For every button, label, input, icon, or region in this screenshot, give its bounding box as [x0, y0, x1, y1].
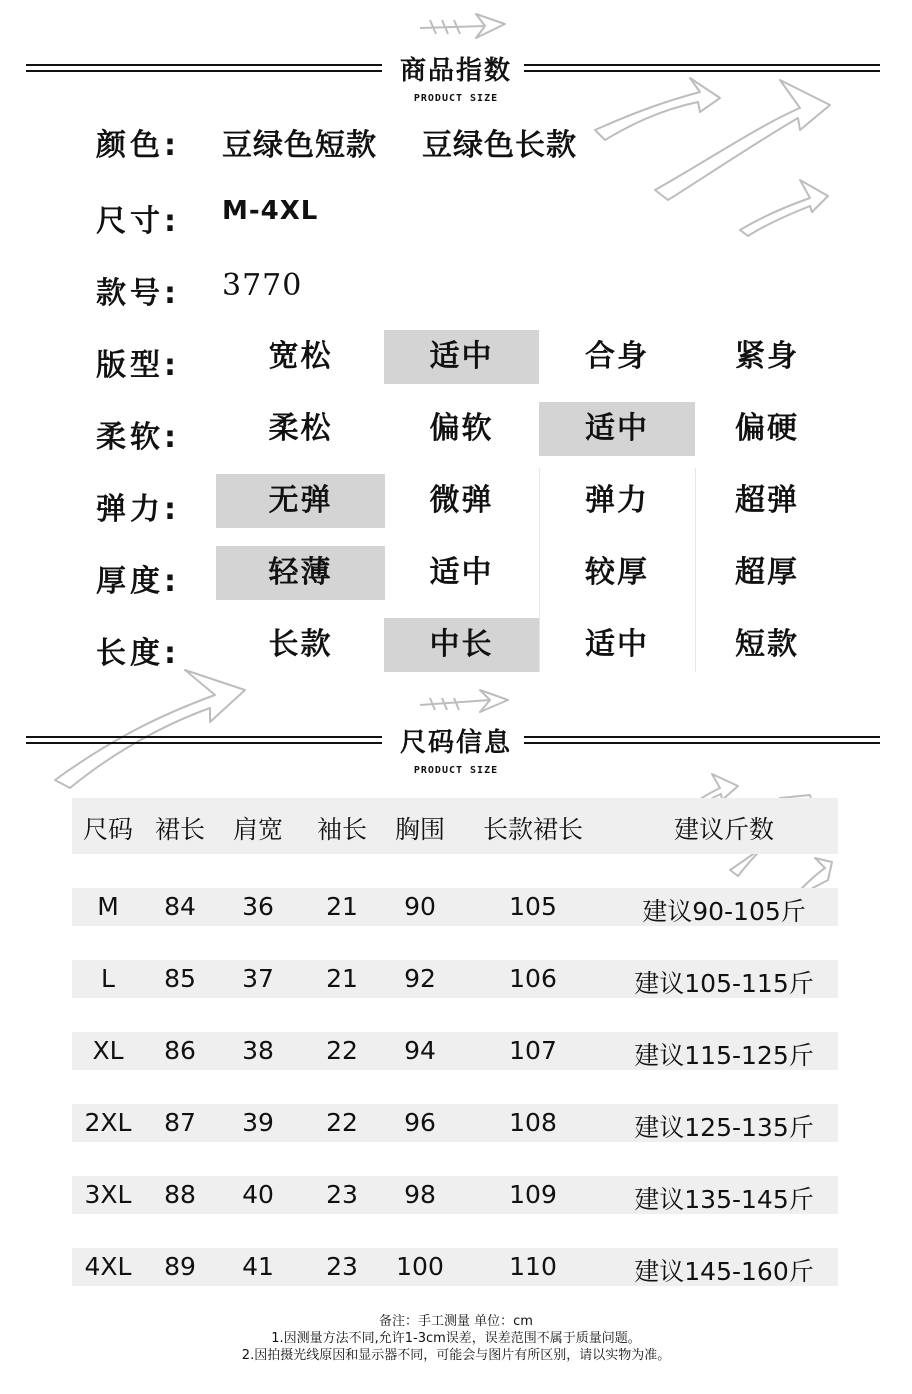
attribute-option: 宽松 — [268, 339, 333, 374]
table-row — [72, 888, 838, 926]
table-cell: 109 — [509, 1180, 557, 1209]
attribute-label: 厚度: — [96, 564, 180, 599]
attribute-option-selected: 适中 — [384, 330, 539, 384]
size-label: 尺寸: — [96, 204, 180, 239]
attribute-option-selected: 无弹 — [216, 474, 385, 528]
attribute-option: 适中 — [429, 555, 494, 590]
table-cell: 98 — [404, 1180, 436, 1209]
table-cell: 100 — [396, 1252, 444, 1281]
table-cell: 建议125-135斤 — [634, 1113, 814, 1142]
table-header-row — [72, 798, 838, 854]
table-cell: 84 — [164, 892, 196, 921]
table-cell: 40 — [242, 1180, 274, 1209]
table-cell: 21 — [326, 964, 358, 993]
table-cell: 建议90-105斤 — [642, 897, 806, 926]
table-header-cell: 建议斤数 — [673, 815, 774, 844]
table-cell: 90 — [404, 892, 436, 921]
section-title-size-info: 尺码信息 — [399, 728, 512, 758]
table-cell: 106 — [509, 964, 557, 993]
table-cell: 2XL — [84, 1108, 132, 1137]
table-cell: 86 — [164, 1036, 196, 1065]
attribute-option-selected: 适中 — [539, 402, 695, 456]
attribute-option: 超弹 — [735, 483, 799, 518]
attribute-label: 弹力: — [96, 492, 180, 527]
table-cell: 110 — [509, 1252, 557, 1281]
grid-divider — [695, 468, 696, 672]
color-value-short: 豆绿色短款 — [222, 128, 377, 163]
color-value-long: 豆绿色长款 — [422, 128, 577, 163]
table-cell: M — [97, 892, 119, 921]
table-cell: 105 — [509, 892, 557, 921]
table-row — [72, 1248, 838, 1286]
attribute-option-selected: 轻薄 — [216, 546, 385, 600]
table-row — [72, 1032, 838, 1070]
attribute-option: 偏软 — [429, 411, 494, 446]
attribute-option: 弹力 — [585, 483, 649, 518]
table-header-cell: 肩宽 — [232, 815, 283, 844]
section-subtitle-size-info: PRODUCT SIZE — [413, 765, 499, 776]
attribute-option: 柔松 — [268, 411, 333, 446]
table-header-cell: 胸围 — [394, 815, 445, 844]
table-cell: 94 — [404, 1036, 436, 1065]
note-tolerance: 1.因测量方法不同,允许1-3cm误差，误差范围不属于质量问题。 — [271, 1331, 641, 1346]
table-header-cell: 尺码 — [82, 815, 133, 844]
attribute-option: 超厚 — [735, 555, 799, 590]
table-cell: 108 — [509, 1108, 557, 1137]
table-cell: 建议115-125斤 — [634, 1041, 814, 1070]
table-header-cell: 长款裙长 — [482, 815, 583, 844]
table-row — [72, 1104, 838, 1142]
attribute-label: 柔软: — [96, 420, 180, 455]
attribute-option: 合身 — [585, 339, 649, 374]
table-cell: 建议105-115斤 — [634, 969, 814, 998]
table-cell: 23 — [326, 1252, 358, 1281]
table-cell: 建议145-160斤 — [634, 1257, 814, 1286]
size-value: M-4XL — [222, 196, 319, 226]
attribute-option: 偏硬 — [735, 411, 799, 446]
style-no-value: 3770 — [222, 268, 303, 303]
table-cell: 22 — [326, 1036, 358, 1065]
table-cell: 88 — [164, 1180, 196, 1209]
table-cell: 85 — [164, 964, 196, 993]
grid-divider — [539, 468, 540, 672]
table-cell: 39 — [242, 1108, 274, 1137]
attribute-option-selected: 中长 — [384, 618, 539, 672]
attribute-label: 版型: — [96, 348, 180, 383]
table-cell: 建议135-145斤 — [634, 1185, 814, 1214]
table-cell: 22 — [326, 1108, 358, 1137]
attribute-option: 较厚 — [585, 555, 649, 590]
color-label: 颜色: — [96, 128, 180, 163]
table-cell: 87 — [164, 1108, 196, 1137]
attribute-option: 长款 — [268, 627, 333, 662]
table-cell: 89 — [164, 1252, 196, 1281]
table-cell: 21 — [326, 892, 358, 921]
note-color-difference: 2.因拍摄光线原因和显示器不同，可能会与图片有所区别，请以实物为准。 — [241, 1348, 671, 1363]
attribute-option: 紧身 — [735, 339, 799, 374]
table-cell: 38 — [242, 1036, 274, 1065]
table-cell: XL — [92, 1036, 124, 1065]
table-cell: 107 — [509, 1036, 557, 1065]
style-no-label: 款号: — [96, 276, 180, 311]
section-title-product-index: 商品指数 — [399, 56, 512, 86]
attribute-label: 长度: — [96, 636, 180, 671]
table-cell: 4XL — [84, 1252, 132, 1281]
note-unit: 备注：手工测量 单位：cm — [379, 1314, 533, 1329]
table-header-cell: 裙长 — [154, 815, 205, 844]
table-cell: 92 — [404, 964, 436, 993]
attribute-option: 短款 — [735, 627, 799, 662]
table-cell: 3XL — [84, 1180, 132, 1209]
attribute-option: 微弹 — [429, 483, 494, 518]
table-cell: L — [101, 964, 115, 993]
attribute-option: 适中 — [585, 627, 649, 662]
table-cell: 37 — [242, 964, 274, 993]
table-row — [72, 1176, 838, 1214]
table-cell: 96 — [404, 1108, 436, 1137]
table-cell: 23 — [326, 1180, 358, 1209]
table-row — [72, 960, 838, 998]
table-header-cell: 袖长 — [316, 815, 367, 844]
table-cell: 36 — [242, 892, 274, 921]
table-cell: 41 — [242, 1252, 274, 1281]
section-subtitle-product-index: PRODUCT SIZE — [413, 93, 499, 104]
